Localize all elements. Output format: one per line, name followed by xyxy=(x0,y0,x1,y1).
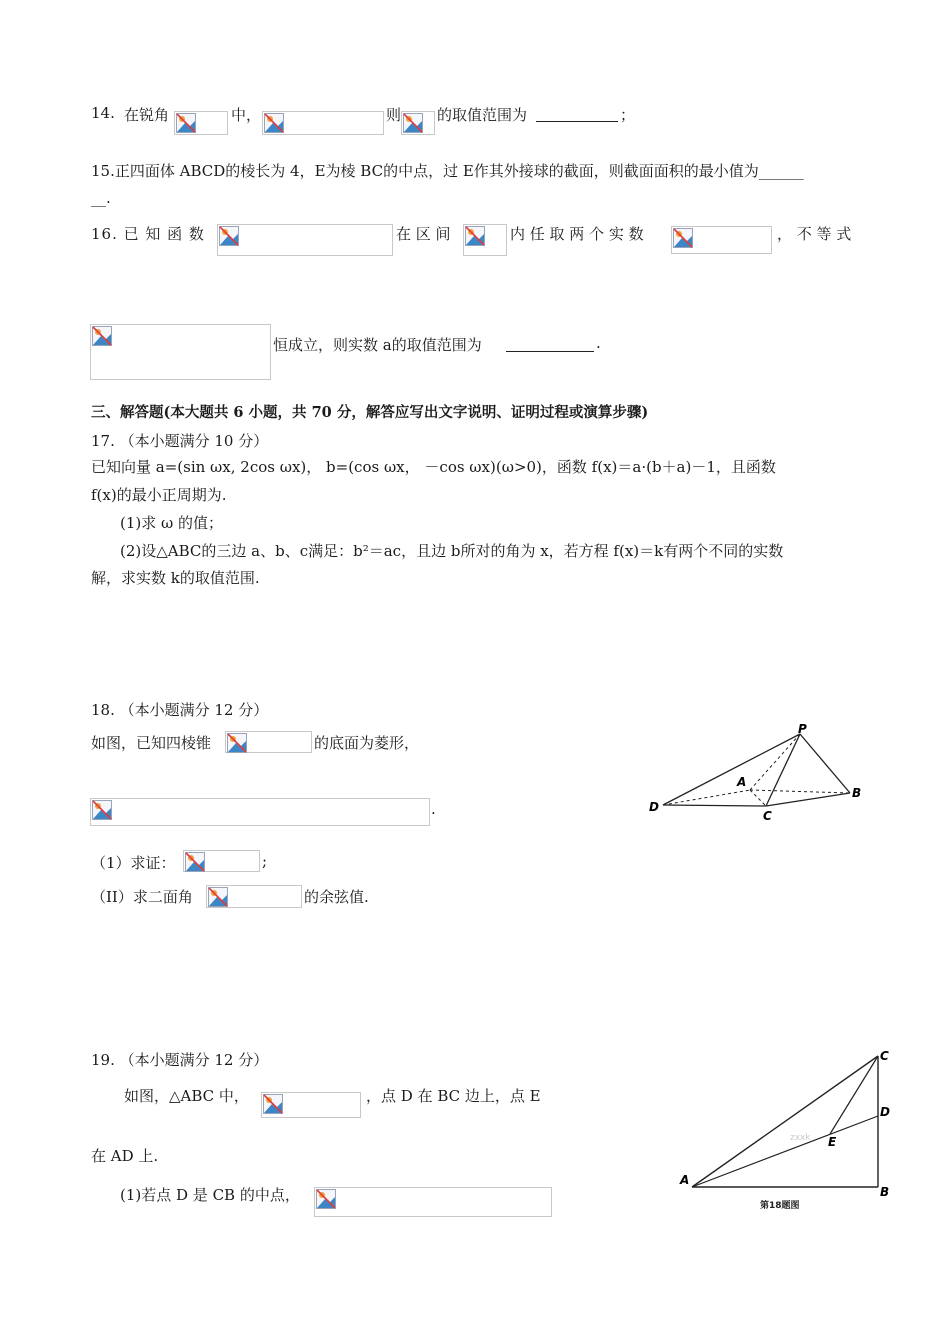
broken-image-icon xyxy=(316,1189,336,1209)
q19-part-1-text: (1)若点 D 是 CB 的中点， xyxy=(120,1186,300,1204)
q14-end: ； xyxy=(620,106,636,124)
q16-text-2: 在 区 间 xyxy=(396,225,451,243)
edge-pc xyxy=(766,734,800,806)
broken-image-icon xyxy=(263,1094,283,1114)
q19-formula-image-1 xyxy=(261,1092,361,1118)
q17-heading: 17. （本小题满分 10 分） xyxy=(91,432,269,450)
q16-text-4: ， 不 等 式 xyxy=(777,225,852,243)
q16-end: . xyxy=(596,334,601,352)
q17-part-2-line-2: 解，求实数 k的取值范围. xyxy=(91,569,260,587)
q18-formula-image-3 xyxy=(183,850,260,872)
edge-ac xyxy=(692,1056,878,1187)
q18-formula-image-4 xyxy=(206,885,302,908)
broken-image-icon xyxy=(227,733,247,753)
q17-line-1: 已知向量 a=(sin ωx, 2cos ωx)， b=(cos ωx， －cos ωx)(ω>0)，函数 f(x)＝a·(b＋a)－1，且函数 xyxy=(91,458,776,476)
label-a: A xyxy=(737,775,747,789)
broken-image-icon xyxy=(465,226,485,246)
q14-text-2: 中， xyxy=(231,106,262,124)
edge-ac xyxy=(750,790,766,806)
q14-text-1: 在锐角 xyxy=(124,106,170,124)
q14-formula-image-1 xyxy=(174,111,228,135)
broken-image-icon xyxy=(176,113,196,133)
segment-ec xyxy=(830,1056,878,1134)
section-3-heading: 三、解答题(本大题共 6 小题，共 70 分，解答应写出文字说明、证明过程或演算步骤) xyxy=(91,404,649,421)
q19-formula-image-2 xyxy=(314,1187,552,1217)
broken-image-icon xyxy=(92,326,112,346)
broken-image-icon xyxy=(92,800,112,820)
q15-line-2: __. xyxy=(91,189,111,207)
q18-formula-image-2 xyxy=(90,798,430,826)
q18-text-2: 的底面为菱形， xyxy=(314,734,420,752)
q16-formula-image-4 xyxy=(90,324,271,380)
q18-text-1: 如图，已知四棱锥 xyxy=(91,734,212,752)
q17-line-2: f(x)的最小正周期为. xyxy=(91,486,227,504)
edge-ap xyxy=(750,734,800,790)
triangle-figure xyxy=(670,1040,900,1220)
q14-number: 14. xyxy=(91,104,115,122)
broken-image-icon xyxy=(219,226,239,246)
q19-line-2: 在 AD 上. xyxy=(91,1147,159,1165)
label-d: D xyxy=(649,800,659,814)
q17-part-2-line-1: (2)设△ABC的三边 a、b、c满足：b²＝ac，且边 b所对的角为 x，若方程 f(x)＝k有两个不同的实数 xyxy=(120,542,784,560)
broken-image-icon xyxy=(673,228,693,248)
figure-caption: 第18题图 xyxy=(760,1201,800,1211)
label-p: P xyxy=(798,722,807,736)
edge-cb xyxy=(766,793,850,806)
q18-part-1-end: ; xyxy=(262,852,268,870)
label-e: E xyxy=(828,1135,837,1149)
label-b: B xyxy=(852,786,862,800)
q14-text-4: 的取值范围为 xyxy=(437,106,528,124)
edge-pb xyxy=(800,734,850,793)
q18-part-1-text: （1）求证： xyxy=(91,854,176,872)
q16-text-5: 恒成立，则实数 a的取值范围为 xyxy=(273,336,482,354)
label-d: D xyxy=(880,1105,890,1119)
q16-answer-blank xyxy=(506,334,594,352)
label-b: B xyxy=(880,1185,890,1199)
edge-ab xyxy=(750,790,850,793)
q16-formula-image-1 xyxy=(217,224,393,256)
segment-ad xyxy=(692,1116,878,1187)
edge-da xyxy=(663,790,750,805)
broken-image-icon xyxy=(403,113,423,133)
q18-part-2-text: （II）求二面角 xyxy=(91,888,193,906)
q19-text-1: 如图，△ABC 中， xyxy=(124,1087,249,1105)
q14-formula-image-3 xyxy=(401,111,435,135)
q16-formula-image-2 xyxy=(463,224,507,256)
q18-heading: 18. （本小题满分 12 分） xyxy=(91,701,269,719)
q19-heading: 19. （本小题满分 12 分） xyxy=(91,1051,269,1069)
label-c: C xyxy=(880,1049,889,1063)
q16-text-3: 内 任 取 两 个 实 数 xyxy=(510,225,644,243)
q15-line-1: 15.正四面体 ABCD的棱长为 4，E为棱 BC的中点，过 E作其外接球的截面，则截面面积的最小值为______ xyxy=(91,162,804,180)
edge-dp xyxy=(663,734,800,805)
q18-dot: . xyxy=(431,800,436,818)
q17-part-1: (1)求 ω 的值； xyxy=(120,514,224,532)
label-c: C xyxy=(763,809,772,823)
q19-text-2: ，点 D 在 BC 边上，点 E xyxy=(366,1087,541,1105)
q16-formula-image-3 xyxy=(671,226,772,254)
watermark-text: zxxk xyxy=(790,1133,811,1143)
q18-formula-image-1 xyxy=(225,731,312,753)
q18-part-2-end: 的余弦值. xyxy=(304,888,369,906)
broken-image-icon xyxy=(208,887,228,907)
edge-dc xyxy=(663,805,766,806)
broken-image-icon xyxy=(264,113,284,133)
q14-formula-image-2 xyxy=(262,111,384,135)
label-a: A xyxy=(680,1173,690,1187)
broken-image-icon xyxy=(185,852,205,872)
pyramid-figure xyxy=(640,720,870,830)
q14-answer-blank xyxy=(536,104,618,122)
q14-text-3: 则 xyxy=(386,106,402,124)
q16-text-1: 16. 已 知 函 数 xyxy=(91,225,205,243)
